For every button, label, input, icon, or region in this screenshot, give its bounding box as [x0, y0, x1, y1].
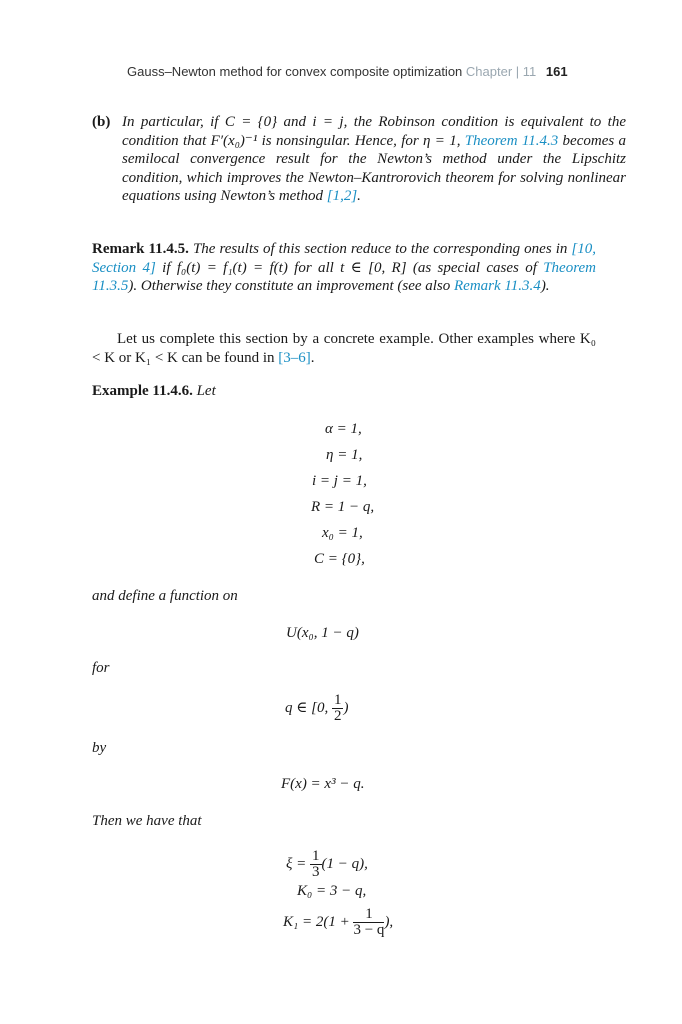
eq-i-j: i = j = 1, — [312, 473, 367, 489]
page-number: 161 — [545, 64, 568, 79]
link-theorem-11-4-3[interactable]: Theorem 11.4.3 — [464, 132, 559, 149]
chapter-label: Chapter — [465, 64, 513, 79]
remark-paragraph — [92, 240, 596, 296]
remark-text-1: The results of this section reduce to the corresponding ones in — [192, 241, 568, 257]
intro-end: . — [310, 349, 315, 366]
eq-xi-den: 3 — [312, 864, 320, 880]
running-header — [127, 64, 597, 79]
eq-K1-den: 3 − q — [353, 922, 385, 938]
remark-label: Remark 11.4.5. — [92, 241, 189, 257]
eq-K0: K₀ = 3 − q, — [297, 883, 367, 899]
eq-K1-prefix: K₁ = 2(1 + — [283, 913, 350, 930]
eq-K1 — [283, 907, 393, 938]
eq-C: C = {0}, — [314, 551, 365, 567]
item-b-text-1: In particular, if C = {0} and i = j, the Robinson condition is equivalent to the condition that F′(x₀)⁻¹ is nonsingular. Hence, for η = 1, — [122, 114, 626, 149]
item-b-end: . — [357, 188, 361, 205]
eq-domain: U(x₀, 1 − q) — [286, 625, 359, 641]
eq-x0: x₀ = 1, — [322, 525, 363, 541]
example-lead: Let — [196, 383, 216, 399]
link-ref-3-6[interactable]: [3–6] — [278, 349, 311, 366]
eq-xi-suffix: (1 − q), — [321, 855, 368, 872]
text-for: for — [92, 660, 110, 676]
eq-q-num: 1 — [333, 692, 342, 708]
link-ref-1-2[interactable]: [1,2] — [326, 188, 358, 205]
eq-alpha: α = 1, — [325, 421, 362, 437]
eq-q-suffix: ) — [343, 699, 349, 716]
item-b-label: (b) — [92, 114, 111, 130]
header-separator: | — [515, 64, 520, 79]
eq-xi — [286, 849, 368, 880]
eq-R: R = 1 − q, — [311, 499, 375, 515]
remark-text-2: if f₀(t) = f₁(t) = f(t) for all t ∈ [0, R] (as special cases of — [162, 259, 537, 276]
text-define: and define a function on — [92, 588, 238, 604]
item-b-text-2: becomes a semilocal convergence result for the Newton’s method under the Lipschitz condition, which improves the Newton–Kantrorovich theorem for solving nonlinear equations using Newton’s method — [122, 132, 626, 205]
eq-eta: η = 1, — [326, 447, 363, 463]
eq-K1-num: 1 — [353, 907, 384, 923]
eq-xi-prefix: ξ = — [286, 855, 307, 872]
intro-paragraph — [92, 330, 596, 367]
link-theorem-11-3-5[interactable]: Theorem 11.3.5 — [92, 259, 596, 295]
text-by: by — [92, 740, 107, 756]
running-title: Gauss–Newton method for convex composite optimization — [127, 64, 463, 79]
eq-q-range — [285, 693, 348, 724]
link-remark-11-3-4[interactable]: Remark 11.3.4 — [454, 278, 541, 295]
eq-F: F(x) = x³ − q. — [281, 776, 365, 792]
eq-q-prefix: q ∈ [0, — [285, 699, 329, 716]
eq-q-fraction — [332, 693, 344, 724]
link-ref-10-section-4[interactable]: [10, Section 4] — [92, 241, 596, 276]
example-label: Example 11.4.6. — [92, 383, 193, 399]
eq-xi-fraction — [310, 849, 322, 880]
text-then: Then we have that — [92, 813, 202, 829]
intro-text: Let us complete this section by a concrete example. Other examples where K₀ < K or K₁ < K can be found in — [92, 331, 596, 366]
item-b-paragraph — [92, 113, 626, 206]
eq-xi-num: 1 — [312, 848, 320, 864]
remark-text-3: ). Otherwise they constitute an improvement (see also — [128, 278, 451, 295]
example-heading — [92, 382, 596, 401]
eq-q-den: 2 — [333, 708, 342, 724]
remark-end: ). — [540, 278, 550, 295]
eq-K1-fraction — [353, 907, 384, 938]
eq-K1-suffix: ), — [384, 913, 394, 930]
chapter-number: 11 — [522, 64, 537, 79]
